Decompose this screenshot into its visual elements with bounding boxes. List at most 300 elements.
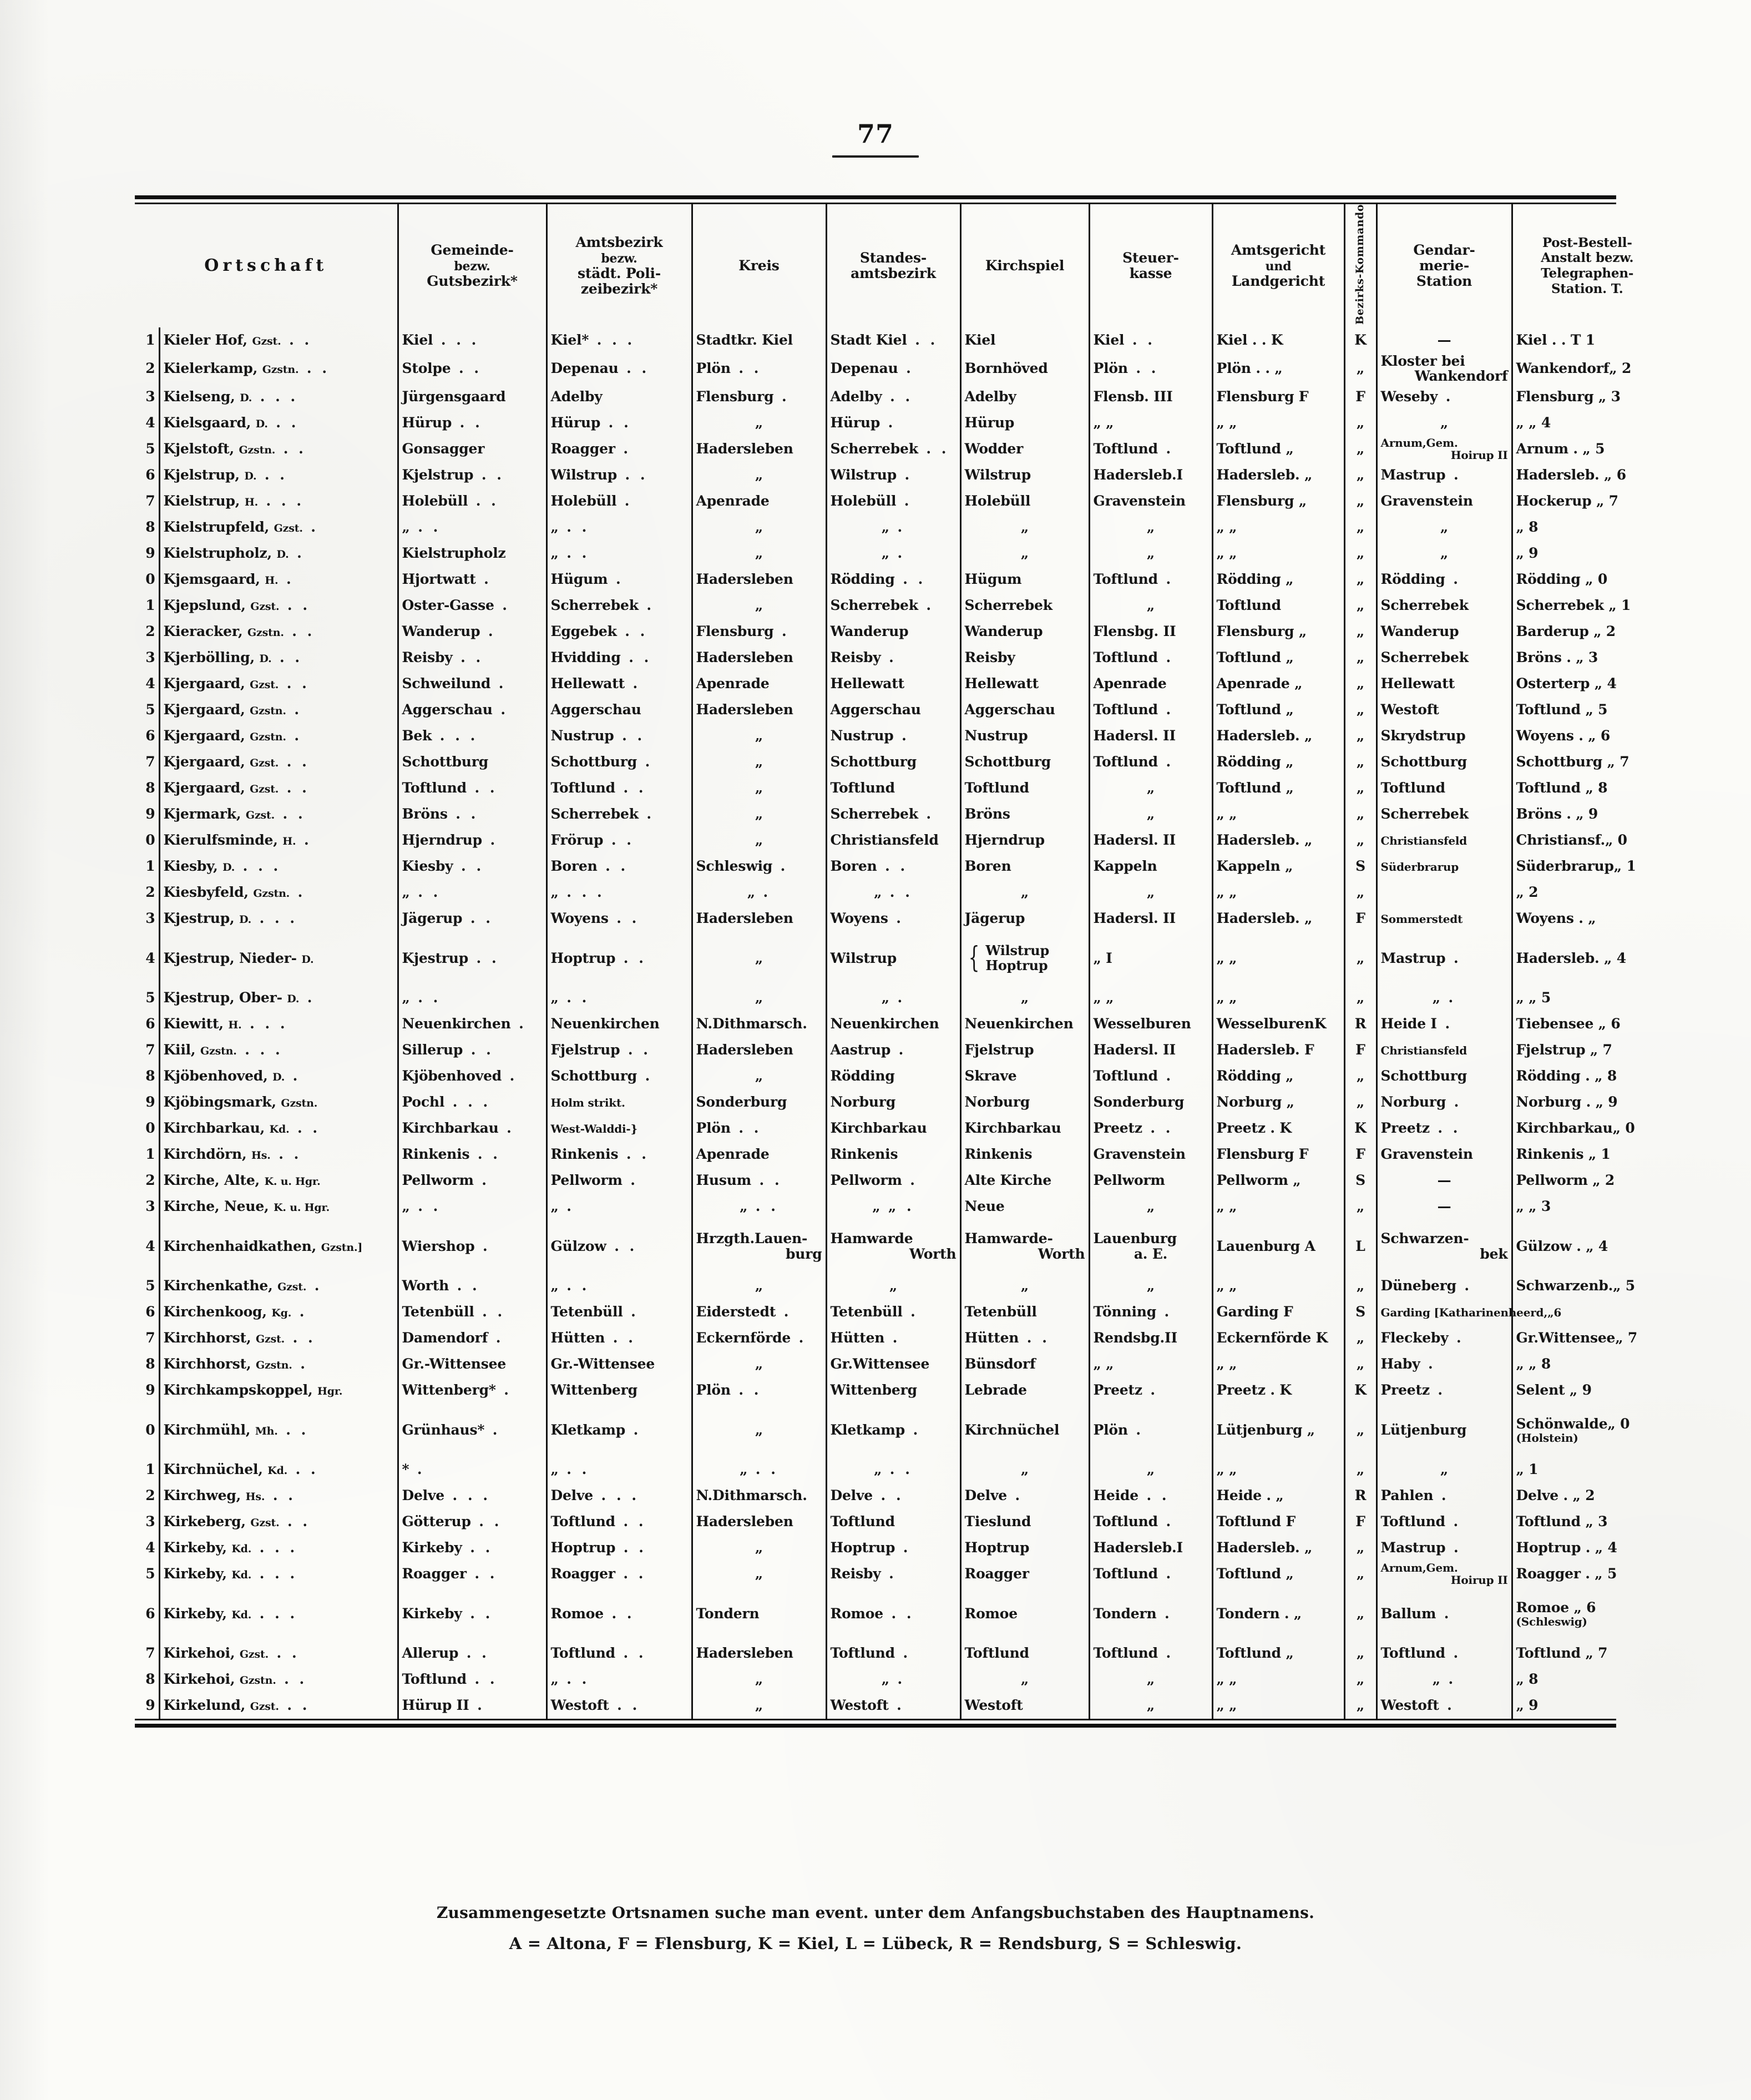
cell-bezirkskommando [1344,1404,1376,1457]
cell-kreis [692,1640,826,1667]
leader-dots: . . [613,1330,636,1346]
cell-steuerkasse [1089,567,1212,593]
leader-dots: . [1166,754,1174,770]
kirchspiel-value: Bornhöved [964,360,1048,377]
cell-bezirkskommando [1344,1483,1376,1509]
standesamt-value: „ [881,519,889,536]
cell-amtsbezirk [546,1089,692,1115]
cell-gericht [1212,1037,1344,1063]
leader-dots: . [1453,1645,1461,1662]
steuerkasse-value: Apenrade [1093,675,1167,692]
place-name: Kielsgaard, [163,415,251,431]
gemeinde-value: Tetenbüll [402,1304,474,1320]
kirchspiel-value: Hügum [964,571,1022,588]
kreis-value: Hadersleben [696,1042,793,1058]
cell-gendarmerie [1376,645,1512,671]
leader-dots: . . [474,1671,498,1688]
amtsbezirk-value: Delve [550,1487,594,1504]
header-amtsbezirk-sub3: zeibezirk* [580,280,658,297]
post-value: Kiel . . T 1 [1516,332,1595,349]
gericht-value: Toftlund [1216,597,1281,614]
cell-standesamt [826,1640,960,1667]
steuerkasse-value: „ [1146,1671,1155,1688]
leader-dots: . . [470,1605,493,1622]
cell-gericht [1212,593,1344,619]
amtsbezirk-value: Schottburg [550,1068,637,1084]
kirchspiel-value: Jägerup [964,910,1025,927]
cell-amtsbezirk [546,1273,692,1299]
cell-post [1512,880,1662,906]
cell-amtsbezirk [546,462,692,488]
cell-gendarmerie [1376,514,1512,541]
cell-bezirkskommando [1344,906,1376,932]
leader-dots: . [1448,1671,1456,1688]
leader-dots: . . [915,332,938,349]
table-row [135,1273,1662,1299]
bezirkskommando-value: F [1355,1042,1365,1058]
cell-bezirkskommando [1344,1011,1376,1037]
leader-dots: . [294,701,302,718]
header-standesamt [826,204,960,327]
cell-kreis [692,1037,826,1063]
gendarmerie-value: „ [1440,415,1449,431]
steuerkasse-value: Toftlund [1093,1513,1158,1530]
cell-gemeinde [398,1404,546,1457]
cell-standesamt [826,1693,960,1719]
bezirkskommando-value: K [1354,1382,1367,1399]
cell-gemeinde [398,749,546,775]
leader-dots: . [898,1042,907,1058]
gendarmerie-value-line2: Hoirup II [1450,1573,1508,1587]
place-name: Kirche, Neue, [163,1198,269,1215]
leader-dots: . [500,701,509,718]
gendarmerie-value: Weseby [1380,388,1438,405]
amtsbezirk-value: Roagger [550,1566,615,1582]
cell-kirchspiel [960,1351,1089,1377]
kirchspiel-value: Hoptrup [964,1539,1030,1556]
cell-standesamt [826,514,960,541]
amtsbezirk-value: „ [550,1198,559,1215]
post-value: Hoptrup . „ 4 [1516,1539,1617,1556]
cell-post [1512,906,1662,932]
gericht-value: Rödding „ [1216,1068,1294,1084]
steuerkasse-value: Tönning [1093,1304,1156,1320]
table-row [135,1483,1662,1509]
steuerkasse-value: „ „ [1093,415,1114,431]
steuerkasse-value: Hadersleb.I [1093,467,1183,483]
kreis-value: Eiderstedt [696,1304,776,1320]
gericht-value: „ „ [1216,990,1237,1006]
cell-kreis [692,514,826,541]
place-name: Kiil, [163,1042,196,1058]
cell-gericht [1212,1220,1344,1273]
leader-dots: . . [481,467,504,483]
cell-kirchspiel [960,827,1089,854]
gemeinde-value: Wanderup [402,623,480,640]
cell-steuerkasse [1089,854,1212,880]
gendarmerie-value: Arnum,Gem. [1380,436,1458,450]
cell-ortschaft [159,749,398,775]
kirchspiel-value: „ [1020,1278,1029,1294]
gericht-value: „ „ [1216,1356,1237,1372]
cell-kreis [692,854,826,880]
leader-dots: . [646,806,655,822]
cell-gemeinde [398,1587,546,1640]
gendarmerie-value: Rödding [1380,571,1445,588]
gendarmerie-value: Süderbrarup [1380,860,1459,874]
header-steuerkasse-sub1: kasse [1129,265,1172,281]
cell-gericht [1212,749,1344,775]
leader-dots: . . [456,806,479,822]
place-type-abbr: Gzstn. [239,1674,276,1687]
place-type-abbr: Gzst. [252,335,281,348]
cell-kreis [692,488,826,514]
leader-dots: . . . [259,1605,298,1622]
cell-standesamt [826,671,960,697]
kirchspiel-value: Holebüll [964,493,1031,509]
cell-gendarmerie [1376,1667,1512,1693]
leader-dots: . [910,1304,918,1320]
kreis-value: Hadersleben [696,701,793,718]
leader-dots: . . [287,1513,311,1530]
leader-dots: . . [418,519,441,536]
leader-dots: . . [459,415,483,431]
cell-bezirkskommando [1344,488,1376,514]
gemeinde-value: Schottburg [402,754,489,770]
cell-kreis [692,384,826,410]
leader-dots: . . . [260,388,298,405]
gendarmerie-value: Mastrup [1380,467,1446,483]
cell-amtsbezirk [546,1640,692,1667]
place-name: Kirkeberg, [163,1513,246,1530]
place-type-abbr: Gzstn. [255,1359,292,1372]
cell-gendarmerie [1376,1325,1512,1351]
kirchspiel-brace-group [965,943,1085,973]
row-number: 4 [145,675,155,692]
gendarmerie-value: Hellewatt [1380,675,1455,692]
bezirkskommando-value: „ [1356,493,1365,509]
kreis-value: Flensburg [696,623,774,640]
kreis-value: „ [755,950,763,966]
leader-dots: . . [623,1539,646,1556]
gemeinde-value: Schweilund [402,675,491,692]
post-value: Gr.Wittensee„ 7 [1516,1330,1638,1346]
place-name: Kirkeby, [163,1605,227,1622]
leader-dots: . [477,1697,485,1714]
cell-post [1512,1115,1662,1142]
gemeinde-value: Kirchbarkau [402,1120,499,1137]
table-header [135,204,1662,327]
cell-gendarmerie [1376,1693,1512,1719]
cell-steuerkasse [1089,1351,1212,1377]
row-number: 8 [145,1356,155,1372]
cell-post [1512,801,1662,827]
gericht-value: „ „ [1216,884,1237,901]
leader-dots: . . . [439,728,478,744]
steuerkasse-value: Gravenstein [1093,1146,1186,1163]
cell-standesamt [826,1299,960,1325]
cell-kirchspiel [960,854,1089,880]
cell-kreis [692,1535,826,1561]
gemeinde-value: Delve [402,1487,445,1504]
cell-kreis [692,1457,826,1483]
gemeinde-value: Hürup [402,415,452,431]
post-value-line2: (Holstein) [1516,1431,1578,1445]
steuerkasse-value: Toftlund [1093,441,1158,457]
header-amtsbezirk-sub1: bezw. [601,251,637,266]
table-row [135,488,1662,514]
bezirkskommando-value: „ [1356,1198,1365,1215]
cell-kirchspiel [960,775,1089,801]
cell-standesamt [826,1194,960,1220]
cell-kreis [692,1194,826,1220]
place-type-abbr: Kd. [231,1543,252,1556]
cell-kreis [692,1693,826,1719]
table-row [135,1404,1662,1457]
leader-dots: . . [759,1172,782,1189]
cell-post [1512,1063,1662,1089]
place-name: Kielstrup, [163,493,240,509]
cell-gericht [1212,327,1344,354]
cell-kirchspiel [960,985,1089,1011]
cell-gendarmerie [1376,541,1512,567]
gemeinde-value: Grünhaus* [402,1421,485,1438]
header-standesamt-main: Standes- [859,249,927,266]
cell-gemeinde [398,1115,546,1142]
cell-kreis [692,645,826,671]
bezirkskommando-value: „ [1356,1566,1365,1582]
kirchspiel-value: Boren [964,858,1011,875]
leader-dots: . [1453,950,1461,966]
leader-dots: . . . [259,1566,298,1582]
table-row [135,462,1662,488]
cell-gericht [1212,384,1344,410]
cell-bezirkskommando [1344,567,1376,593]
cell-gemeinde [398,1168,546,1194]
leader-dots: . . [627,1042,651,1058]
leader-dots: . [913,1421,921,1438]
bezirkskommando-value: „ [1356,754,1365,770]
leader-dots: . [783,1304,792,1320]
cell-steuerkasse [1089,1325,1212,1351]
amtsbezirk-value: Schottburg [550,754,637,770]
cell-steuerkasse [1089,1063,1212,1089]
cell-kreis [692,801,826,827]
cell-bezirkskommando [1344,932,1376,985]
post-value: Bröns . „ 9 [1516,806,1598,822]
steuerkasse-value: Hadersl. II [1093,1042,1176,1058]
cell-ortschaft [159,645,398,671]
cell-kreis [692,932,826,985]
cell-bezirkskommando [1344,1587,1376,1640]
gericht-value: Norburg „ [1216,1094,1294,1110]
cell-kreis [692,1299,826,1325]
leader-dots: . . [283,441,306,457]
bezirkskommando-value: „ [1356,360,1365,377]
standesamt-value: Wilstrup [830,467,897,483]
cell-gendarmerie [1376,906,1512,932]
post-value: Delve . „ 2 [1516,1487,1595,1504]
leader-dots: . [781,388,790,405]
post-value: Romoe „ 6 [1516,1599,1596,1616]
cell-ortschaft [159,1351,398,1377]
bezirkskommando-value: S [1355,1304,1365,1320]
cell-post [1512,854,1662,880]
leader-dots: . [1015,1487,1023,1504]
cell-bezirkskommando [1344,801,1376,827]
gericht-value: Toftlund „ [1216,701,1294,718]
cell-steuerkasse [1089,1667,1212,1693]
header-amtsbezirk [546,204,692,327]
leader-dots: . . [926,441,949,457]
kreis-value: Flensburg [696,388,774,405]
kreis-value: „ [747,884,755,901]
steuerkasse-value: „ [1146,806,1155,822]
gericht-value: Toftlund „ [1216,780,1294,796]
leader-dots: . . [1132,332,1155,349]
kirchspiel-value: Kiel [964,332,996,349]
cell-bezirkskommando [1344,723,1376,749]
cell-gemeinde [398,827,546,854]
cell-kirchspiel [960,541,1089,567]
cell-bezirkskommando [1344,327,1376,354]
amtsbezirk-value: Holebüll [550,493,617,509]
cell-standesamt [826,1220,960,1273]
cell-ortschaft [159,567,398,593]
cell-kreis [692,775,826,801]
kreis-value: „ [755,780,763,796]
cell-gendarmerie [1376,1063,1512,1089]
kreis-value: N.Dithmarsch. [696,1016,807,1032]
amtsbezirk-value: Toftlund [550,1645,615,1662]
gendarmerie-value: Arnum,Gem. [1380,1561,1458,1575]
leader-dots: . [504,1382,512,1399]
cell-bezirkskommando [1344,1509,1376,1535]
gericht-value: Rödding „ [1216,754,1294,770]
gemeinde-value: Stolpe [402,360,451,377]
cell-post [1512,1693,1662,1719]
gendarmerie-value: Preetz [1380,1382,1430,1399]
cell-kirchspiel [960,436,1089,462]
gemeinde-value: Kjelstrup [402,467,474,483]
leader-dots: . . [880,1487,904,1504]
cell-bezirkskommando [1344,1693,1376,1719]
cell-gendarmerie [1376,880,1512,906]
row-number: 5 [145,441,155,457]
cell-gericht [1212,827,1344,854]
cell-kirchspiel [960,1404,1089,1457]
place-type-abbr: Gzst. [250,600,280,613]
cell-kirchspiel [960,801,1089,827]
cell-standesamt [826,723,960,749]
gericht-value: Flensburg F [1216,1146,1309,1163]
steuerkasse-value: Hadersl. II [1093,728,1176,744]
table-row [135,354,1662,384]
cell-amtsbezirk [546,1037,692,1063]
kirchspiel-value: Hellewatt [964,675,1039,692]
table-row [135,697,1662,723]
leader-dots: . . [306,360,330,377]
cell-kirchspiel [960,1693,1089,1719]
cell-steuerkasse [1089,1299,1212,1325]
cell-ortschaft [159,880,398,906]
cell-ortschaft [159,514,398,541]
post-value: Osterterp „ 4 [1516,675,1617,692]
standesamt-value: Toftlund [830,780,895,796]
table-row [135,1299,1662,1325]
kreis-value: „ [755,467,763,483]
kirchspiel-value: Nustrup [964,728,1028,744]
leader-dots: . [507,1120,514,1137]
cell-bezirkskommando [1344,436,1376,462]
cell-amtsbezirk [546,593,692,619]
gendarmerie-value: Scherrebek [1380,597,1469,614]
cell-gemeinde [398,488,546,514]
row-number: 1 [145,597,155,614]
row-number: 8 [145,1068,155,1084]
standesamt-value: „ [881,545,889,562]
amtsbezirk-value: Tetenbüll [550,1304,623,1320]
cell-gericht [1212,906,1344,932]
table-body [135,327,1662,1719]
kreis-value: „ [755,1356,763,1372]
header-gemeinde-sub2: Gutsbezirk* [427,272,518,289]
standesamt-value: Scherrebek [830,806,918,822]
place-type-abbr: D. [259,653,272,665]
cell-amtsbezirk [546,1351,692,1377]
cell-gemeinde [398,1089,546,1115]
steuerkasse-value-line2: a. E. [1133,1245,1168,1262]
cell-gendarmerie [1376,436,1512,462]
post-value: Woyens . „ [1516,910,1596,927]
cell-amtsbezirk [546,1587,692,1640]
amtsbezirk-value: Gr.-Wittensee [550,1356,655,1372]
row-number: 0 [145,1421,155,1438]
leader-dots: . . [566,990,590,1006]
leader-dots: . [1464,1278,1472,1294]
post-value: Toftlund „ 3 [1516,1513,1608,1530]
cell-gendarmerie [1376,1011,1512,1037]
post-value: Süderbrarup„ 1 [1516,858,1636,875]
place-type-abbr: Gzstn. [253,887,290,900]
cell-bezirkskommando [1344,1561,1376,1587]
gendarmerie-value: Preetz [1380,1120,1430,1137]
post-value: Roagger . „ 5 [1516,1566,1617,1582]
row-number: 9 [145,545,155,562]
cell-gendarmerie [1376,327,1512,354]
gericht-value: Toftlund F [1216,1513,1295,1530]
cell-gendarmerie [1376,410,1512,436]
kreis-value: Plön [696,1382,731,1399]
row-number: 0 [145,1120,155,1137]
cell-gemeinde [398,1509,546,1535]
amtsbezirk-value: „ [550,519,559,536]
leader-dots: . [889,1566,897,1582]
cell-gemeinde [398,1640,546,1667]
gemeinde-value: Hjerndrup [402,832,482,849]
cell-gendarmerie [1376,985,1512,1011]
bezirkskommando-value: „ [1356,545,1365,562]
cell-kirchspiel [960,880,1089,906]
cell-amtsbezirk [546,932,692,985]
footer-note-abbreviations: A = Altona, F = Flensburg, K = Kiel, L = Lübeck, R = Rendsburg, S = Schleswig. [509,1934,1242,1953]
kirchspiel-value: „ [1020,545,1029,562]
cell-kreis [692,1168,826,1194]
cell-gendarmerie [1376,801,1512,827]
post-value: Schwarzenb.„ 5 [1516,1278,1635,1294]
gericht-value: Apenrade „ [1216,675,1303,692]
standesamt-value-line2: Worth [909,1245,957,1262]
